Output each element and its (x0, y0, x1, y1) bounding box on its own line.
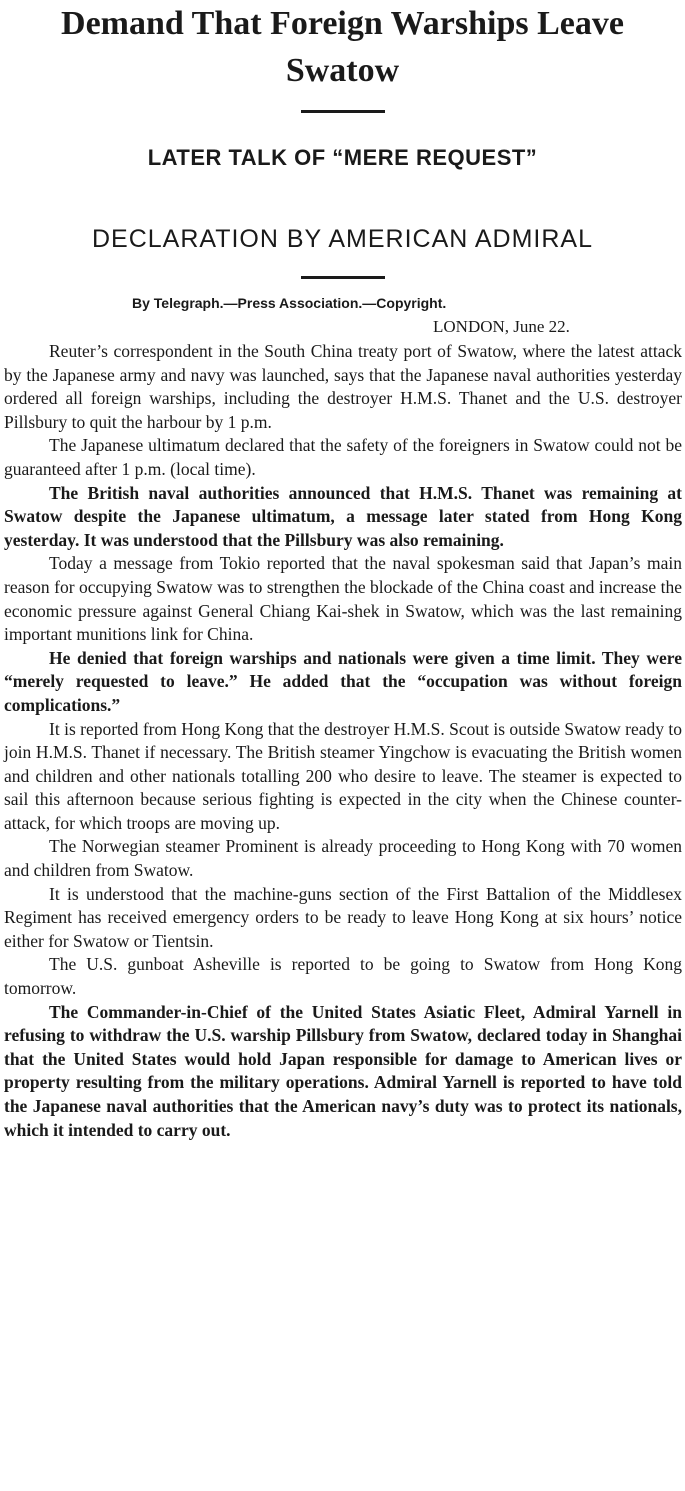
article-paragraph: Reuter’s correspondent in the South China treaty port of Swatow, where the latest attack by the Japanese army and navy was launched, says that the Japanese naval authorities yesterday ordered all foreign warships, including the destroyer H.M.S. Thanet and the U.S. destroyer Pillsbury to quit the harbour by 1 p.m. (4, 341, 682, 432)
headline (0, 0, 685, 94)
divider-rule (301, 276, 385, 279)
article-paragraph: Today a message from Tokio reported that the naval spokesman said that Japan’s main reason for occupying Swatow was to strengthen the blockade of the China coast and increase the economic pressure against General Chiang Kai-shek in Swatow, which was the last remaining important munitions link for China. (4, 553, 682, 645)
article-paragraph: It is understood that the machine-guns section of the First Battalion of the Middlesex Regiment has received emergency orders to be ready to leave Hong Kong at six hours’ notice either for Swatow or Tientsin. (4, 883, 682, 951)
headline-line-1: Demand That Foreign Warships Leave (61, 5, 624, 42)
article-paragraph: The Japanese ultimatum declared that the safety of the foreigners in Swatow could not be guaranteed after 1 p.m. (local time). (4, 435, 682, 479)
wire-credit: By Telegraph.—Press Association.—Copyright. (132, 295, 447, 311)
headline-line-2: Swatow (285, 52, 400, 89)
article-paragraph-bold: The British naval authorities announced that H.M.S. Thanet was remaining at Swatow despite the Japanese ultimatum, a message later stated from Hong Kong yesterday. It was understood that the Pillsbury was also remaining. (4, 482, 682, 550)
subheading-mere-request: LATER TALK OF “MERE REQUEST” (147, 145, 538, 170)
article-paragraph-bold: He denied that foreign warships and nationals were given a time limit. They were “merely requested to leave.” He added that the “occupation was without foreign complications.” (4, 647, 682, 715)
article-body (0, 340, 682, 1142)
article-paragraph-bold: The Commander-in-Chief of the United States Asiatic Fleet, Admiral Yarnell in refusing to withdraw the U.S. warship Pillsbury from Swatow, declared today in Shanghai that the United States would hold Japan responsible for damage to American lives or property resulting from the military operations. Admiral Yarnell is reported to have told the Japanese naval authorities that the American navy’s duty was to protect its nationals, which it intended to carry out. (4, 1001, 682, 1140)
divider-rule (301, 110, 385, 113)
dateline: LONDON, June 22. (433, 317, 570, 336)
subheading-american-admiral: DECLARATION BY AMERICAN ADMIRAL (91, 225, 594, 253)
article-paragraph: The Norwegian steamer Prominent is already proceeding to Hong Kong with 70 women and children from Swatow. (4, 836, 682, 881)
article-paragraph: It is reported from Hong Kong that the destroyer H.M.S. Scout is outside Swatow ready to join H.M.S. Thanet if necessary. The British steamer Yingchow is evacuating the British women and children and other nationals totalling 200 who desire to leave. The steamer is expected to sail this afternoon because serious fighting is expected in the city when the Chinese counter-attack, for which troops are moving up. (4, 718, 682, 833)
article-paragraph: The U.S. gunboat Asheville is reported to be going to Swatow from Hong Kong tomorrow. (4, 954, 682, 999)
